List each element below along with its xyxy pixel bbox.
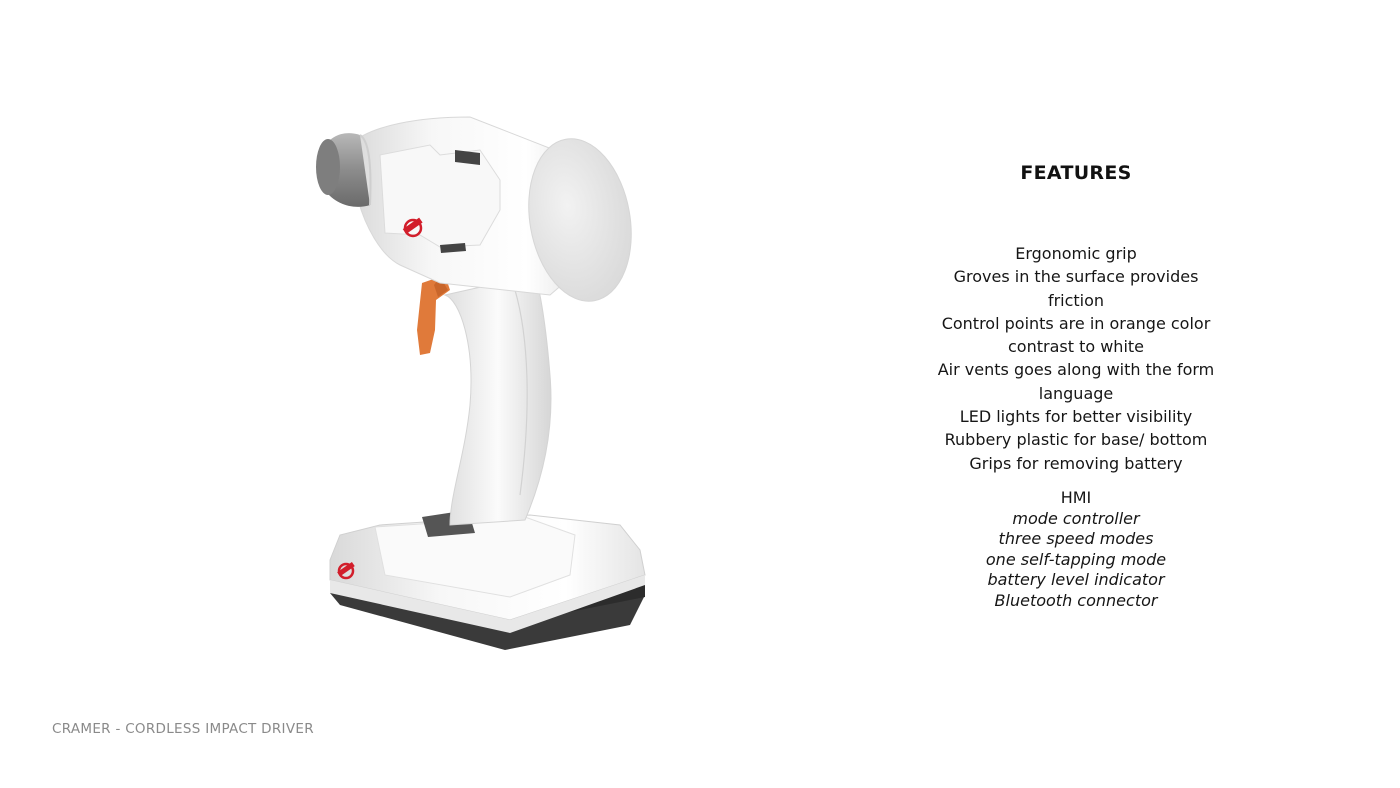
hmi-item: one self-tapping mode [985,549,1167,569]
hmi-item: Bluetooth connector [994,590,1158,610]
hmi-list [876,509,1276,611]
feature-item: contrast to white [1007,337,1144,357]
trigger [417,275,450,355]
features-panel [876,160,1276,611]
feature-item: Rubbery plastic for base/ bottom [944,430,1208,450]
hmi-item: mode controller [1012,508,1140,528]
hmi-item: three speed modes [998,529,1154,549]
feature-item: language [1038,383,1114,403]
feature-item: LED lights for better visibility [959,407,1193,427]
feature-item: Grips for removing battery [969,453,1183,473]
feature-item: friction [1047,290,1105,310]
hmi-item: battery level indicator [987,570,1165,590]
features-list [876,242,1276,475]
features-title: FEATURES [1020,162,1132,184]
feature-item: Ergonomic grip [1015,244,1137,263]
feature-item: Groves in the surface provides [953,267,1199,287]
feature-item: Air vents goes along with the form [937,360,1215,380]
page-caption: CRAMER - CORDLESS IMPACT DRIVER [52,721,314,737]
hmi-title: HMI [1060,487,1092,507]
impact-driver-illustration [300,105,660,685]
feature-item: Control points are in orange color [941,313,1211,333]
hmi-block [876,487,1276,611]
handle [445,275,551,525]
